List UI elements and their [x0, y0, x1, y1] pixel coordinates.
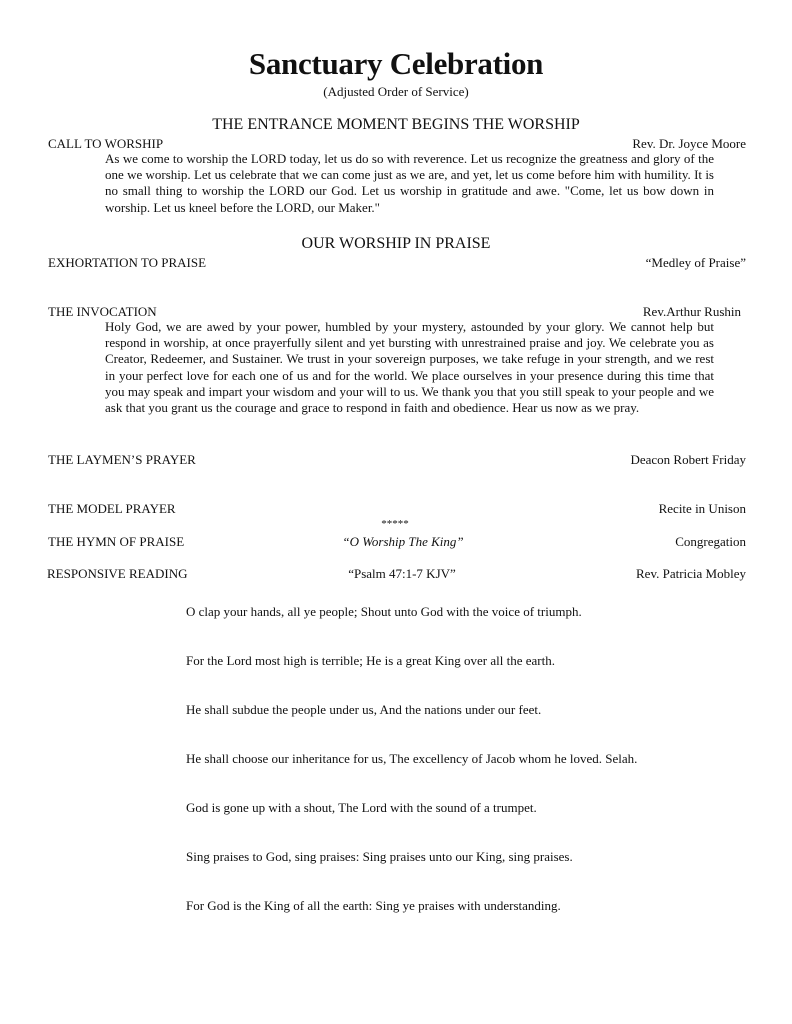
model-prayer-label: THE MODEL PRAYER: [48, 501, 176, 516]
hymn-leader: Congregation: [675, 534, 746, 549]
verse-7: For God is the King of all the earth: Sing ye praises with understanding.: [186, 898, 561, 913]
call-to-worship-leader: Rev. Dr. Joyce Moore: [632, 136, 746, 151]
exhortation-detail: “Medley of Praise”: [645, 255, 746, 270]
model-prayer-detail: Recite in Unison: [658, 501, 746, 516]
section-heading-praise: OUR WORSHIP IN PRAISE: [301, 235, 491, 252]
verse-1: O clap your hands, all ye people; Shout unto God with the voice of triumph.: [186, 604, 582, 619]
hymn-label: THE HYMN OF PRAISE: [48, 534, 185, 549]
verse-4: He shall choose our inheritance for us, The excellency of Jacob whom he loved. Selah.: [186, 751, 638, 766]
exhortation-label: EXHORTATION TO PRAISE: [48, 255, 207, 270]
verse-2: For the Lord most high is terrible; He is a great King over all the earth.: [186, 653, 555, 668]
invocation-leader: Rev.Arthur Rushin: [642, 304, 741, 319]
responsive-reading-title: “Psalm 47:1-7 KJV”: [348, 566, 456, 581]
laymens-prayer-label: THE LAYMEN’S PRAYER: [48, 452, 196, 467]
verse-3: He shall subdue the people under us, And the nations under our feet.: [186, 702, 542, 717]
responsive-reading-label: RESPONSIVE READING: [47, 566, 188, 581]
responsive-reading-leader: Rev. Patricia Mobley: [636, 566, 746, 581]
verse-6: Sing praises to God, sing praises: Sing praises unto our King, sing praises.: [186, 849, 573, 864]
call-to-worship-label: CALL TO WORSHIP: [48, 136, 164, 151]
separator-stars: *****: [381, 518, 409, 530]
page-title: Sanctuary Celebration: [248, 46, 544, 81]
hymn-title: “O Worship The King”: [342, 534, 464, 549]
section-heading-entrance: THE ENTRANCE MOMENT BEGINS THE WORSHIP: [212, 116, 580, 133]
invocation-text: Holy God, we are awed by your power, humbled by your mystery, astounded by your glory. We cannot help but respond in worship, at once prayerfully silent and yet bursting with unrestrained praise and joy. We celebrate you as Creator, Redeemer, and Sustainer. We trust in your sovereign purposes, we take refuge in your strength, and we rest in your perfect love for each one of us and for the world. We place ourselves in your presence during this time that you may speak and impart your wisdom and your will to us. We thank you that you still speak to your people and we ask that you grant us the courage and grace to respond in faith and obedience. Hear us now as we pray.: [105, 319, 714, 416]
verse-5: God is gone up with a shout, The Lord with the sound of a trumpet.: [186, 800, 537, 815]
call-to-worship-text: As we come to worship the LORD today, let us do so with reverence. Let us recognize the greatness and glory of the one we worship. Let us celebrate that we can come just as we are, and yet, let us come before him with humility. It is no small thing to worship the LORD our God. Let us worship in gratitude and awe. "Come, let us bow down in worship. Let us kneel before the LORD, our Maker.": [105, 151, 714, 215]
laymens-prayer-leader: Deacon Robert Friday: [630, 452, 746, 467]
invocation-label: THE INVOCATION: [48, 304, 157, 319]
page-subtitle: (Adjusted Order of Service): [323, 84, 469, 99]
